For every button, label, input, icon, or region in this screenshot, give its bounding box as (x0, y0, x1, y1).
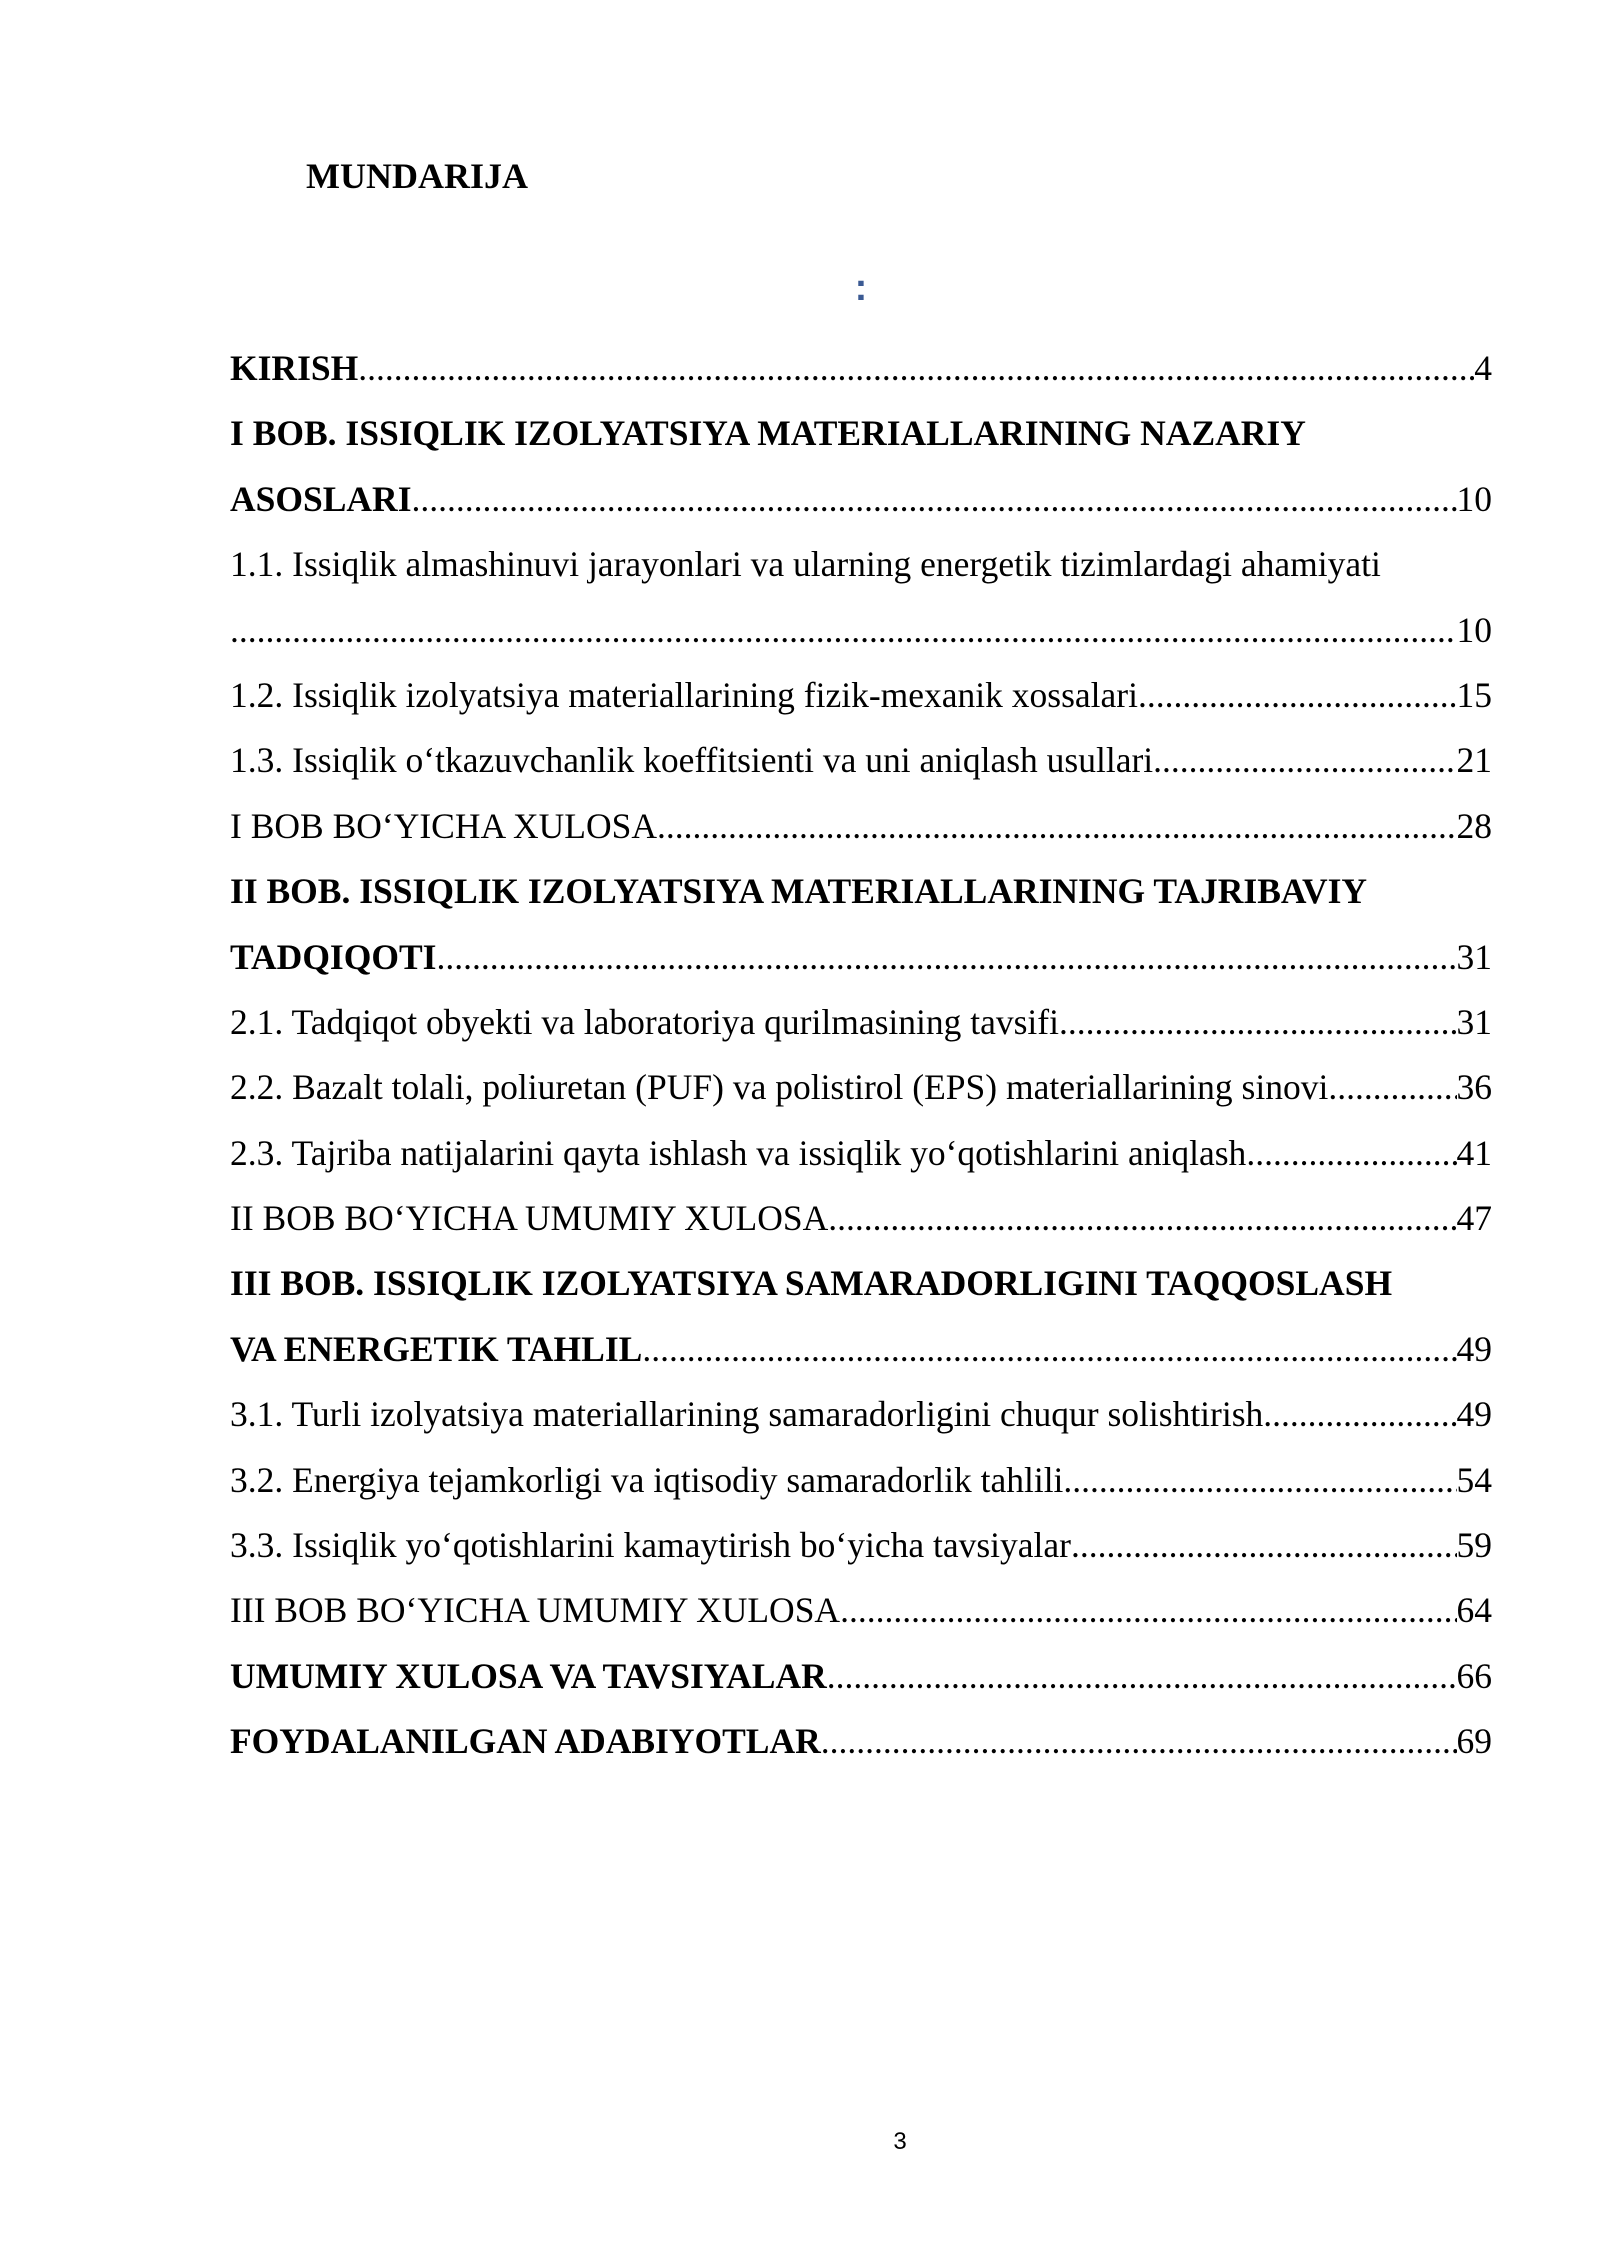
table-of-contents (230, 336, 1492, 1775)
toc-entry (230, 1513, 1492, 1578)
toc-entry (230, 1121, 1492, 1186)
toc-entry-page: 47 (1456, 1198, 1492, 1239)
toc-entry (230, 990, 1492, 1055)
toc-entry-page: 10 (1456, 478, 1492, 519)
toc-entry-title: FOYDALANILGAN ADABIYOTLAR (230, 1721, 821, 1762)
toc-entry-title: 1.1. Issiqlik almashinuvi jarayonlari va ularning energetik tizimlardagi ahamiyati (230, 544, 1381, 585)
toc-entry (230, 794, 1492, 859)
toc-dot-leader (828, 1186, 1456, 1251)
toc-dot-leader (827, 1644, 1457, 1709)
toc-dot-leader (1059, 990, 1457, 1055)
toc-entry-page: 36 (1456, 1067, 1492, 1108)
toc-entry (230, 1186, 1492, 1251)
toc-entry-title: KIRISH (230, 348, 359, 388)
toc-entry (230, 1251, 1492, 1316)
toc-entry (230, 1317, 1492, 1382)
toc-dot-leader (1263, 1382, 1456, 1447)
toc-entry-title: 3.3. Issiqlik yo‘qotishlarini kamaytirish bo‘yicha tavsiyalar (230, 1525, 1071, 1566)
toc-entry-page: 4 (1474, 348, 1492, 388)
toc-entry-title: I BOB BO‘YICHA XULOSA (230, 805, 658, 846)
toc-dot-leader (1138, 663, 1457, 728)
toc-entry-title: VA ENERGETIK TAHLIL (230, 1328, 643, 1369)
toc-entry-title: II BOB. ISSIQLIK IZOLYATSIYA MATERIALLARINING TAJRIBAVIY (230, 871, 1368, 912)
toc-entry-title: 1.3. Issiqlik o‘tkazuvchanlik koeffitsienti va uni aniqlash usullari (230, 740, 1154, 781)
toc-entry-title: 2.3. Tajriba natijalarini qayta ishlash va issiqlik yo‘qotishlarini aniqlash (230, 1132, 1247, 1173)
toc-entry-title: ASOSLARI (230, 478, 412, 519)
toc-entry (230, 925, 1492, 990)
toc-dot-leader (1328, 1055, 1456, 1120)
toc-entry-title: II BOB BO‘YICHA UMUMIY XULOSA (230, 1198, 829, 1239)
toc-entry (230, 1644, 1492, 1709)
toc-entry-title: UMUMIY XULOSA VA TAVSIYALAR (230, 1655, 827, 1696)
toc-entry-title: III BOB. ISSIQLIK IZOLYATSIYA SAMARADORLIGINI TAQQOSLASH (230, 1263, 1393, 1304)
toc-entry-title: 3.2. Energiya tejamkorligi va iqtisodiy samaradorlik tahlili (230, 1459, 1064, 1500)
page-number: 3 (893, 2128, 907, 2155)
toc-entry-page: 69 (1456, 1721, 1492, 1762)
toc-dot-leader (1071, 1513, 1457, 1578)
toc-entry (230, 336, 1492, 401)
toc-entry-page: 28 (1456, 805, 1492, 846)
toc-entry (230, 467, 1492, 532)
toc-entry-page: 66 (1456, 1655, 1492, 1696)
toc-entry-page: 59 (1456, 1525, 1492, 1566)
toc-entry-page: 41 (1456, 1132, 1492, 1173)
toc-entry (230, 1578, 1492, 1643)
page-title: MUNDARIJA (306, 156, 528, 196)
toc-entry (230, 1448, 1492, 1513)
toc-dot-leader (412, 467, 1457, 532)
toc-entry-page: 49 (1456, 1328, 1492, 1369)
toc-entry-title: 1.2. Issiqlik izolyatsiya materiallarining fizik-mexanik xossalari (230, 674, 1138, 715)
toc-entry (230, 859, 1492, 924)
toc-entry (230, 598, 1492, 663)
toc-entry-page: 31 (1456, 1001, 1492, 1042)
toc-dot-leader (840, 1578, 1456, 1643)
toc-dot-leader (821, 1709, 1457, 1774)
toc-entry-page: 10 (1456, 609, 1492, 650)
toc-dot-leader (1153, 728, 1456, 793)
toc-entry-title: 3.1. Turli izolyatsiya materiallarining samaradorligini chuqur solishtirish (230, 1394, 1264, 1435)
toc-entry (230, 1055, 1492, 1120)
toc-entry (230, 1709, 1492, 1774)
toc-entry-page: 31 (1456, 936, 1492, 977)
toc-entry (230, 663, 1492, 728)
toc-entry-title: TADQIQOTI (230, 936, 437, 977)
toc-entry (230, 728, 1492, 793)
toc-dot-leader (642, 1317, 1456, 1382)
toc-entry-page: 54 (1456, 1459, 1492, 1500)
toc-entry-title: I BOB. ISSIQLIK IZOLYATSIYA MATERIALLARINING NAZARIY (230, 413, 1306, 454)
toc-entry (230, 1382, 1492, 1447)
toc-entry (230, 401, 1492, 466)
toc-entry-title: 2.2. Bazalt tolali, poliuretan (PUF) va polistirol (EPS) materiallarining sinovi (230, 1067, 1329, 1108)
toc-dot-leader (358, 336, 1474, 401)
toc-entry-page: 64 (1456, 1590, 1492, 1631)
colon-mark: : (854, 267, 868, 309)
toc-entry-page: 15 (1456, 674, 1492, 715)
toc-dot-leader (1246, 1121, 1456, 1186)
toc-entry-page: 21 (1456, 740, 1492, 781)
toc-entry (230, 532, 1492, 597)
toc-entry-page: 49 (1456, 1394, 1492, 1435)
toc-entry-title: III BOB BO‘YICHA UMUMIY XULOSA (230, 1590, 841, 1631)
toc-dot-leader (1063, 1448, 1456, 1513)
toc-dot-leader (657, 794, 1456, 859)
toc-dot-leader (436, 925, 1456, 990)
toc-dot-leader (230, 598, 1457, 663)
toc-entry-title: 2.1. Tadqiqot obyekti va laboratoriya qurilmasining tavsifi (230, 1001, 1059, 1042)
